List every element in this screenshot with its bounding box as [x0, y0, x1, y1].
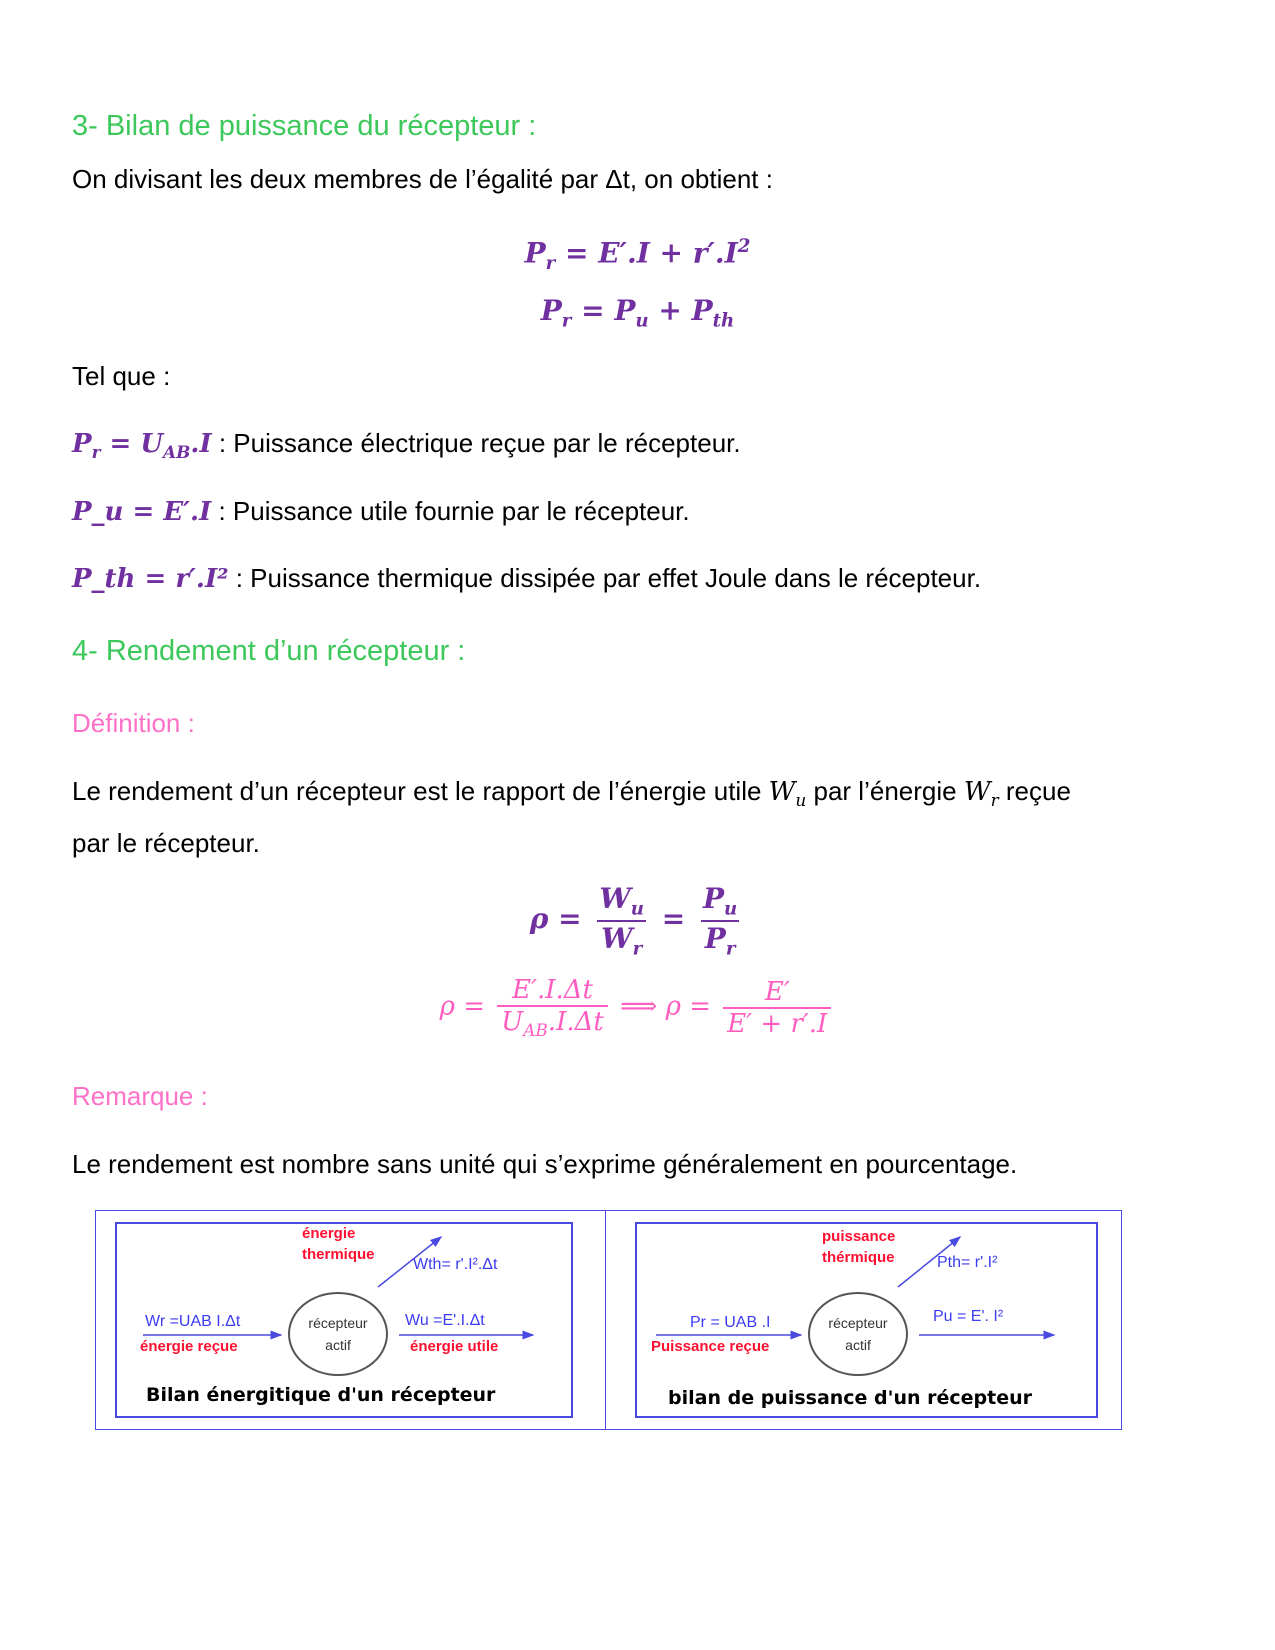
thermal-arrow — [898, 1237, 960, 1287]
thermal-arrow — [378, 1237, 441, 1287]
output-label: énergie utile — [410, 1338, 499, 1355]
definition-heading: Définition : — [72, 708, 195, 738]
definition-pu-formula: P_u = E′.I — [72, 497, 212, 527]
equation-rho: ρ = $\frac{W_u}{W_r}$ = $\frac{P_u}{P_r}$ — [0, 882, 1275, 959]
remark-heading: Remarque : — [72, 1081, 208, 1111]
input-formula: Wr =UAB I.Δt — [145, 1313, 241, 1330]
tel-que-label: Tel que : — [72, 361, 171, 391]
section-4-heading: 4- Rendement d’un récepteur : — [72, 635, 466, 667]
definition-pr-text: : Puissance électrique reçue par le récepteur. — [211, 428, 741, 458]
definition-text-line2: par le récepteur. — [72, 828, 260, 858]
definition-pth-formula: P_th = r′.I² — [72, 564, 229, 594]
energy-diagram-caption: Bilan énergitique d'un récepteur — [146, 1384, 496, 1406]
thermal-formula: Pth= r'.I² — [937, 1254, 998, 1271]
equation-rho-expanded: ρ = $\frac{E'.I.\Delta t}{U_{AB}.I.\Delta t}$ ⟹ ρ = $\frac{E'}{E' + r'.I}$ — [0, 975, 1275, 1040]
thermal-label-1: énergie — [302, 1225, 356, 1242]
intro-text: On divisant les deux membres de l’égalité par Δt, on obtient : — [72, 164, 773, 194]
output-formula: Wu =E'.I.Δt — [405, 1312, 485, 1329]
equation-pr-expanded: $P_r = E'.I + r'.I^2$ — [524, 236, 751, 274]
receiver-circle: récepteur actif — [288, 1292, 388, 1376]
definition-text-line1: Le rendement d’un récepteur est le rapport de l’énergie utile $W_u$ par l’énergie $W_r$ reçue — [72, 776, 1071, 811]
input-label: énergie reçue — [140, 1338, 238, 1355]
definition-pth-text: : Puissance thermique dissipée par effet Joule dans le récepteur. — [228, 563, 982, 593]
thermal-label-2: thérmique — [822, 1249, 895, 1266]
power-diagram-caption: bilan de puissance d'un récepteur — [668, 1387, 1033, 1409]
receiver-circle: récepteur actif — [808, 1292, 908, 1376]
output-formula: Pu = E'. I² — [933, 1308, 1004, 1325]
definition-pr: $P_r = U_{AB}.I$ : Puissance électrique reçue par le récepteur. — [72, 428, 741, 463]
section-3-heading: 3- Bilan de puissance du récepteur : — [72, 110, 537, 142]
thermal-label-1: puissance — [822, 1228, 896, 1245]
input-formula: Pr = UAB .I — [690, 1314, 771, 1331]
definition-pu-text: : Puissance utile fournie par le récepteur. — [211, 496, 690, 526]
thermal-formula: Wth= r'.I².Δt — [413, 1256, 498, 1273]
input-label: Puissance reçue — [651, 1338, 770, 1355]
thermal-label-2: thermique — [302, 1246, 375, 1263]
equation-pr-sum: $P_r = P_u + P_{th}$ — [540, 294, 735, 332]
remark-text: Le rendement est nombre sans unité qui s’exprime généralement en pourcentage. — [72, 1149, 1018, 1179]
